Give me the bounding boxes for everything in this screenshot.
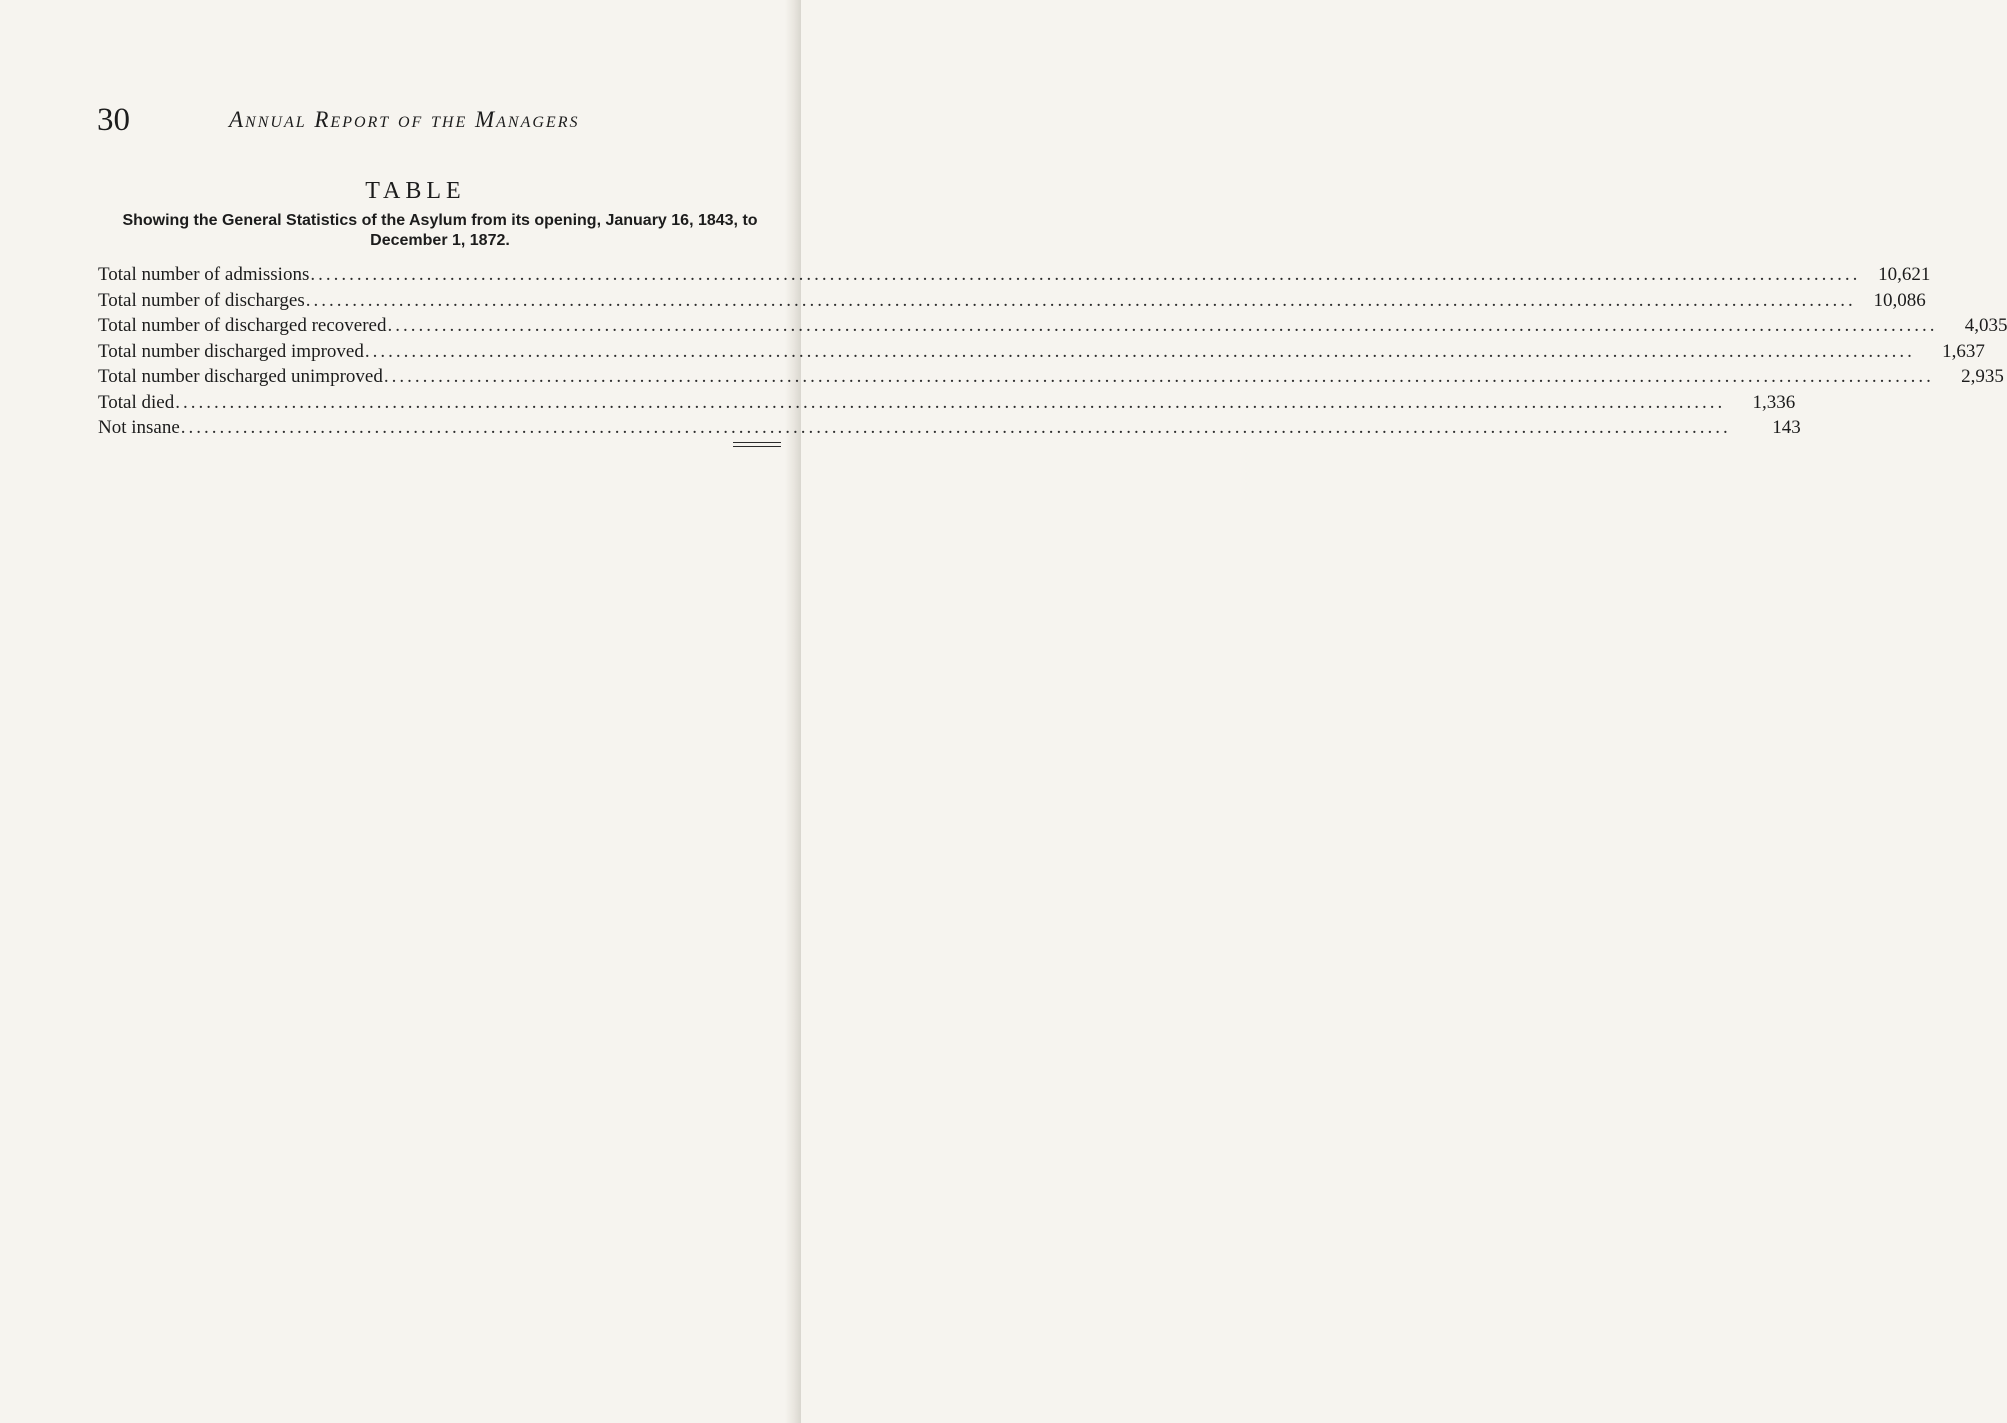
stat-value: 2,935 — [1961, 366, 2004, 387]
stat-value: 1,336 — [1752, 391, 1796, 413]
statistics-list — [98, 262, 2007, 441]
stat-value: 4,035 — [1964, 315, 2007, 336]
dot-leader: ........................................................................................................................................................................................................ — [310, 264, 1861, 285]
stat-label: Total number of discharges — [98, 289, 305, 311]
stat-row-not-insane — [98, 415, 1801, 441]
dot-leader: ........................................................................................................................................................................................................ — [305, 289, 1856, 311]
stat-label: Total number of admissions — [98, 264, 310, 285]
running-head — [97, 100, 657, 140]
stat-row-improved — [98, 339, 1985, 365]
table-caption: Showing the General Statistics of the Asylum from its opening, January 16, 1843, to December 1, 1872. — [122, 212, 758, 249]
stat-label: Not insane — [98, 417, 180, 438]
stat-label: Total died — [98, 391, 175, 413]
stat-value: 1,637 — [1942, 340, 1985, 362]
stat-row-recovered — [98, 313, 2007, 339]
running-head-title: Annual Report of the Managers — [229, 107, 580, 132]
stat-row-discharges — [98, 288, 1926, 314]
stat-label: Total number discharged improved — [98, 340, 364, 362]
stat-value: 10,086 — [1873, 289, 1926, 311]
dot-leader: ........................................................................................................................................................................................................ — [180, 417, 1731, 438]
stat-row-died — [98, 390, 1796, 416]
stat-value: 10,621 — [1878, 264, 1931, 285]
table-heading: TABLE — [365, 178, 466, 204]
stat-value: 143 — [1772, 417, 1801, 438]
dot-leader: ........................................................................................................................................................................................................ — [383, 366, 1934, 387]
page-number: 30 — [97, 102, 130, 138]
stat-label: Total number of discharged recovered — [98, 315, 387, 336]
dot-leader: ........................................................................................................................................................................................................ — [387, 315, 1938, 336]
stat-row-admissions — [98, 262, 1931, 288]
page-edge-shadow — [785, 0, 801, 1423]
double-rule — [733, 442, 781, 447]
stat-label: Total number discharged unimproved — [98, 366, 383, 387]
dot-leader: ........................................................................................................................................................................................................ — [364, 340, 1915, 362]
stat-row-unimproved — [98, 364, 2004, 390]
dot-leader: ........................................................................................................................................................................................................ — [175, 391, 1726, 413]
